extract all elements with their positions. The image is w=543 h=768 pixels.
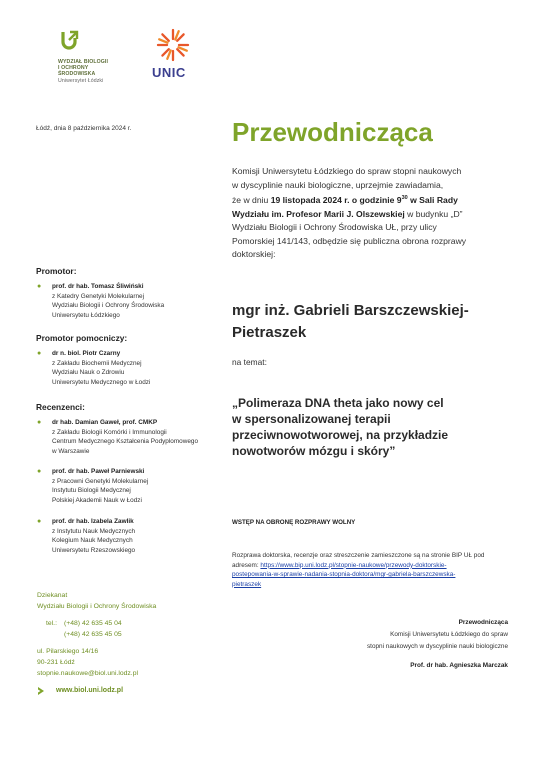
promotor-name: prof. dr hab. Tomasz Śliwiński xyxy=(52,283,144,290)
intro-line1: Komisji Uniwersytetu Łódzkiego do spraw stopni naukowych xyxy=(232,166,462,176)
promotor-aff2: Wydziału Biologii i Ochrony Środowiska xyxy=(52,302,165,309)
na-temat-label: na temat: xyxy=(232,357,267,367)
intro-line5: Wydziału Biologii i Ochrony Środowiska UŁ, przy ulicy xyxy=(232,222,437,233)
intro-line2: w dyscyplinie nauki biologiczne, uprzejmie zawiadamia, xyxy=(232,179,444,190)
promotor-aff3: Uniwersytetu Łódzkiego xyxy=(52,311,120,319)
candidate-line2: Pietraszek xyxy=(232,323,307,341)
faculty-logo-line1: WYDZIAŁ BIOLOGII xyxy=(58,59,109,65)
info-line1: Rozprawa doktorska, recenzje oraz streszczenie zamieszczone są na stronie BIP UŁ pod xyxy=(232,552,485,559)
footer-dept1: Dziekanat xyxy=(37,592,68,599)
recenzent3-aff1: z Instytutu Nauk Medycznych xyxy=(52,527,136,535)
recenzent1-aff2: Centrum Medycznego Kształcenia Podyplomowego xyxy=(52,438,198,445)
recenzent2-aff2: Instytutu Biologii Medycznej xyxy=(52,487,131,494)
signature-name: Prof. dr hab. Agnieszka Marczak xyxy=(410,661,508,669)
footer-dept2: Wydziału Biologii i Ochrony Środowiska xyxy=(37,603,157,610)
promotor-pomocniczy-aff3: Uniwersytetu Medycznego w Łodzi xyxy=(52,378,151,386)
signature-line1: Komisji Uniwersytetu Łódzkiego do spraw xyxy=(390,631,508,639)
signature-role: Przewodnicząca xyxy=(458,619,508,626)
recenzent1-aff3: w Warszawie xyxy=(52,447,90,455)
recenzent-entry xyxy=(37,418,232,456)
recenzent2-name: prof. dr hab. Paweł Parniewski xyxy=(52,468,145,475)
faculty-logo-icon xyxy=(58,30,80,52)
recenzent1-aff1: z Zakładu Biologii Komórki i Immunologii xyxy=(52,428,167,436)
intro-line3: że w dniu 19 listopada 2024 r. o godzinie $9^{30}$ w Sali Rady xyxy=(232,195,458,206)
faculty-logo-line2: I OCHRONY xyxy=(58,65,89,72)
footer-address2: 90-231 Łódź xyxy=(37,659,75,666)
promotor-heading: Promotor: xyxy=(36,266,77,276)
dissertation-topic xyxy=(232,395,522,459)
bip-link[interactable]: pietraszek xyxy=(232,580,262,588)
info-line4 xyxy=(232,580,522,590)
topic-line1: „Polimeraza DNA theta jako nowy cel xyxy=(232,396,444,410)
announcement-intro xyxy=(232,165,517,262)
faculty-logo-line4: Uniwersytet Łódzki xyxy=(58,77,104,84)
footer-email[interactable]: stopnie.naukowe@biol.uni.lodz.pl xyxy=(37,670,138,677)
recenzent-entry xyxy=(37,467,232,505)
recenzent3-aff2: Kolegium Nauk Medycznych xyxy=(52,537,133,544)
recenzent1-name: dr hab. Damian Gaweł, prof. CMKP xyxy=(52,419,158,426)
promotor-pomocniczy-entry xyxy=(37,349,227,387)
unic-sun-icon xyxy=(156,28,190,62)
intro-line6: Pomorskiej 141/143, odbędzie się publiczna obrona rozprawy xyxy=(232,235,467,246)
bullet-icon: ● xyxy=(37,468,42,475)
topic-line3: przeciwnowotworowej, na przykładzie xyxy=(232,428,449,442)
bullet-icon: ● xyxy=(37,283,42,290)
signature-block xyxy=(288,617,508,672)
recenzent3-aff3: Uniwersytetu Rzeszowskiego xyxy=(52,546,136,554)
info-line2: adresem: https://www.bip.uni.lodz.pl/stopnie-naukowe/przewody-doktorskie- xyxy=(232,561,447,569)
entry-note: WSTĘP NA OBRONĘ ROZPRAWY WOLNY xyxy=(232,519,356,526)
recenzenci-heading: Recenzenci: xyxy=(36,402,85,412)
unic-logo xyxy=(152,28,198,80)
promotor-entry xyxy=(37,282,227,320)
recenzent-entry xyxy=(37,517,232,555)
bip-info xyxy=(232,551,522,589)
promotor-pomocniczy-heading: Promotor pomocniczy: xyxy=(36,333,128,343)
intro-line7: doktorskiej: xyxy=(232,249,276,260)
promotor-pomocniczy-aff1: z Zakładu Biochemii Medycznej xyxy=(52,359,142,367)
recenzent3-name: prof. dr hab. Izabela Zawlik xyxy=(52,518,134,525)
page-title: Przewodnicząca xyxy=(232,117,433,147)
footer-tel2: (+48) 42 635 45 05 xyxy=(64,631,122,638)
footer-address1: ul. Pilarskiego 14/16 xyxy=(37,648,99,655)
faculty-logo xyxy=(58,30,148,84)
footer-tel-label: tel.: xyxy=(46,620,57,627)
faculty-logo-line3: ŚRODOWISKA xyxy=(58,71,96,78)
website-link[interactable]: www.biol.uni.lodz.pl xyxy=(56,687,124,694)
footer-tel1: (+48) 42 635 45 04 xyxy=(64,620,122,627)
document-date: Łódź, dnia 8 października 2024 r. xyxy=(36,125,132,132)
candidate-line1: mgr inż. Gabrieli Barszczewskiej- xyxy=(232,302,469,319)
info-line3 xyxy=(232,570,522,580)
promotor-pomocniczy-name: dr n. biol. Piotr Czarny xyxy=(52,350,121,357)
promotor-aff1: z Katedry Genetyki Molekularnej xyxy=(52,292,144,300)
signature-line2: stopni naukowych w dyscyplinie nauki biologiczne xyxy=(366,643,508,651)
bip-link[interactable]: https://www.bip.uni.lodz.pl/stopnie-naukowe/przewody-doktorskie- xyxy=(260,561,447,569)
unic-logo-text: UNIC xyxy=(152,65,186,80)
bip-link[interactable]: postepowania-w-sprawie-nadania-stopnia-doktora/mgr-gabriela-barszczewska- xyxy=(232,571,456,579)
bullet-icon: ● xyxy=(37,419,42,426)
recenzent2-aff3: Polskiej Akademii Nauk w Łodzi xyxy=(52,496,142,504)
recenzent2-aff1: z Pracowni Genetyki Molekularnej xyxy=(52,477,149,485)
topic-line4: nowotworów mózgu i skóry” xyxy=(232,444,396,458)
candidate-name xyxy=(232,300,522,343)
promotor-pomocniczy-aff2: Wydziału Nauk o Zdrowiu xyxy=(52,369,125,376)
arrow-right-icon xyxy=(37,686,46,696)
bullet-icon: ● xyxy=(37,350,42,357)
topic-line2: w spersonalizowanej terapii xyxy=(232,412,391,426)
intro-line4: Wydziału im. Profesor Marii J. Olszewskiej w budynku „D” xyxy=(232,208,463,219)
bullet-icon: ● xyxy=(37,518,42,525)
